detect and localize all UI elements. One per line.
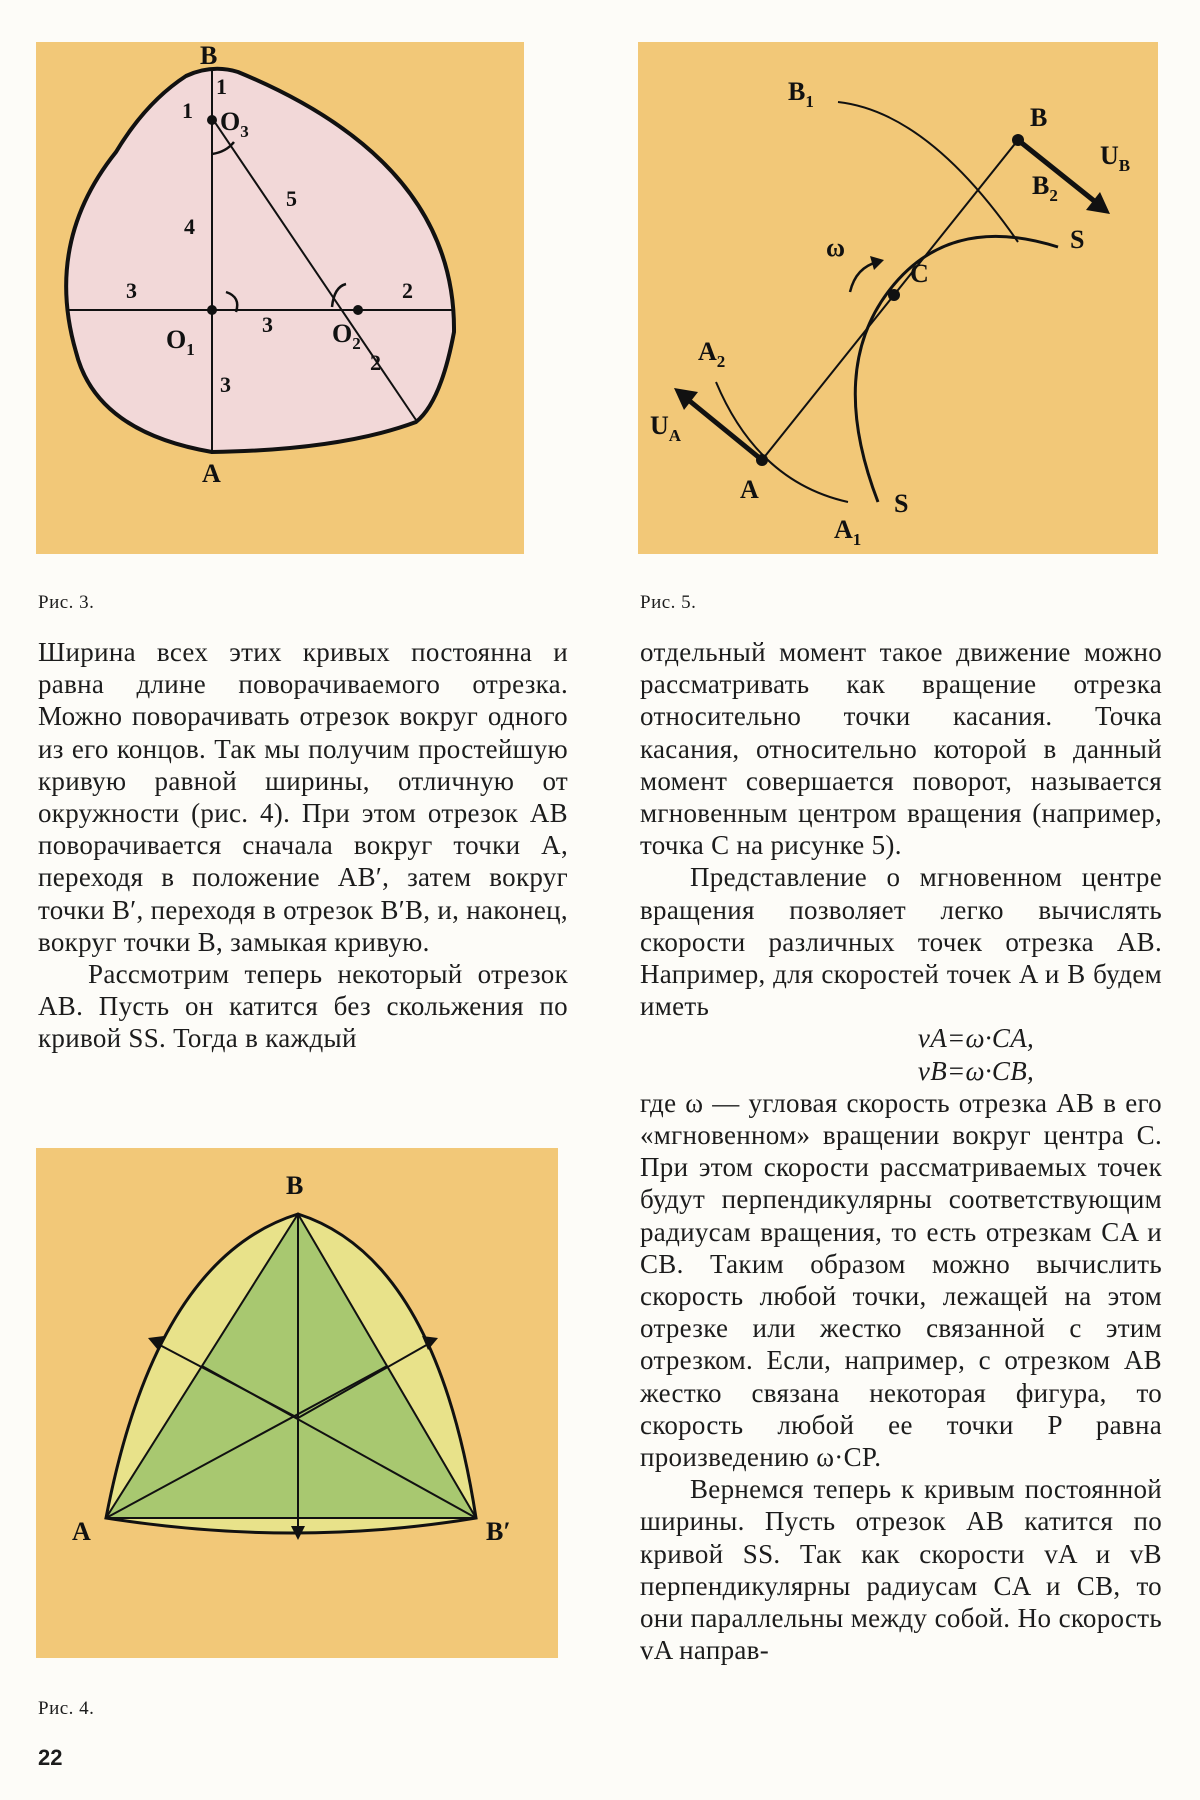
number-3-left: 3: [126, 278, 137, 303]
figure-4: [36, 1148, 558, 1658]
label-o2: $O_2$: [332, 319, 361, 353]
page-number: 22: [38, 1745, 63, 1770]
label-c: C: [910, 259, 929, 288]
label-ua: $U_A$: [650, 411, 682, 445]
label-b: B: [286, 1171, 304, 1200]
number-1-left: 1: [182, 98, 193, 123]
point-o3: [207, 115, 217, 125]
label-b2: $B_2$: [1032, 171, 1058, 205]
label-b1: $B_1$: [788, 77, 814, 111]
left-paragraph-2: Рассмотрим теперь некоторый отрезок AB. Пусть он катится без скольжения по кривой SS. Тогда в каждый: [38, 959, 568, 1054]
point-c: [888, 289, 900, 301]
arc-a: [716, 382, 848, 502]
number-2-diag: 2: [370, 350, 381, 375]
number-3-bottom: 3: [220, 372, 231, 397]
omega-arrowhead: [870, 256, 884, 270]
figure-5-caption: Рис. 5.: [640, 592, 697, 613]
number-5: 5: [286, 186, 297, 211]
figure-5: [638, 42, 1158, 554]
number-1-top: 1: [216, 74, 227, 99]
figure-5-drawing: [638, 42, 1158, 554]
figure-4-caption: Рис. 4.: [38, 1698, 95, 1719]
figure-3-curve: [66, 69, 454, 452]
label-a: A: [72, 1517, 91, 1546]
number-3-mid: 3: [262, 312, 273, 337]
right-paragraph-1: отдельный момент такое движение можно рассматривать как вращение отрезка относительно точки касания. Точка касания, относительно которой в данный момент совершается поворот, называется мгновенным центром вращения (например, точка C на рисунке 5).: [640, 637, 1162, 861]
formula-va: vA=ω·CA,: [917, 1023, 1035, 1054]
figure-3-caption: Рис. 3.: [38, 592, 95, 613]
label-b: B: [1030, 103, 1048, 132]
label-bprime: B′: [486, 1517, 511, 1546]
right-paragraph-2: Представление о мгновенном центре вращения позволяет легко вычислять скорости различных точек отрезка AB. Например, для скоростей точек A и B будем иметь: [640, 862, 1162, 1022]
formula-vb: vB=ω·CB,: [917, 1055, 1035, 1086]
label-a: A: [740, 475, 759, 504]
left-column: [38, 636, 568, 1055]
label-b: B: [200, 42, 218, 70]
label-ub: $U_B$: [1100, 141, 1131, 175]
figure-3: [36, 42, 524, 554]
number-2-right: 2: [402, 278, 413, 303]
point-a: [756, 454, 768, 466]
label-a: A: [202, 459, 221, 488]
label-o1: $O_1$: [166, 325, 195, 359]
right-column: [640, 636, 1162, 1667]
figure-3-drawing: [36, 42, 524, 554]
segment-ab: [762, 140, 1018, 460]
label-omega: ω: [826, 233, 846, 262]
label-s-bottom: S: [894, 489, 909, 518]
curve-s: [855, 236, 1058, 502]
velocity-b: [1018, 140, 1098, 204]
velocity-a: [686, 398, 762, 460]
label-o3: $O_3$: [220, 107, 249, 141]
left-paragraph-1: Ширина всех этих кривых постоянна и равна длине поворачиваемого отрезка. Можно поворачивать отрезок вокруг одного из его концов. Так мы получим простейшую кривую равной ширины, отличную от окружности (рис. 4). При этом отрезок AB поворачивается сначала вокруг точки A, переходя в положение AB′, затем вокруг точки B′, переходя в отрезок B′B, и, наконец, вокруг точки B, замыкая кривую.: [38, 637, 568, 957]
point-o2: [353, 305, 363, 315]
label-s-top: S: [1070, 225, 1085, 254]
number-4: 4: [184, 214, 195, 239]
right-paragraph-4: Вернемся теперь к кривым постоянной ширины. Пусть отрезок AB катится по кривой SS. Так как скорости vA и vB перпендикулярны радиусам CA и CB, то они параллельны между собой. Но скорость vA направ-: [640, 1474, 1162, 1666]
point-b: [1012, 134, 1024, 146]
arc-b: [838, 102, 1018, 242]
label-a1: $A_1$: [834, 515, 862, 549]
right-paragraph-3: где ω — угловая скорость отрезка AB в его «мгновенном» вращении вокруг центра C. При этом скорости рассматриваемых точек будут перпендикулярны соответствующим радиусам вращения, то есть отрезкам CA и CB. Таким образом можно вычислить скорость любой точки, лежащей на этом отрезке или жестко связанной с этим отрезком. Если, например, с отрезком AB жестко связана некоторая фигура, то скорость любой ее точки P равна произведению ω·CP.: [640, 1087, 1162, 1473]
point-o1: [207, 305, 217, 315]
figure-4-drawing: [36, 1148, 558, 1658]
label-a2: $A_2$: [698, 337, 726, 371]
